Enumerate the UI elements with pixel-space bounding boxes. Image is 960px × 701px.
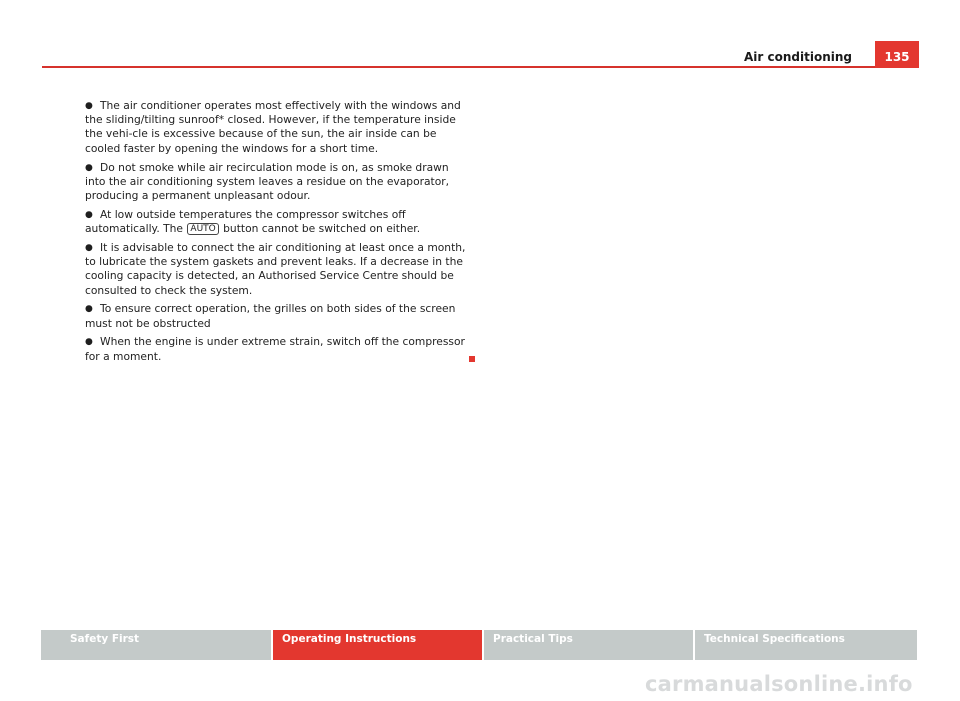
bullet-item <box>85 302 467 330</box>
header-rule <box>42 66 919 68</box>
section-end-marker <box>469 356 475 362</box>
page-number: 135 <box>875 41 919 68</box>
bullet-text: When the engine is under extreme strain, switch off the compressor for a moment. <box>85 335 465 363</box>
bullet-text-after: button cannot be switched on either. <box>219 222 421 235</box>
bullet-text: The air conditioner operates most effectively with the windows and the sliding/tilting sunroof* closed. However, if the temperature inside the vehi-cle is excessive because of the sun, the air inside can be cooled faster by opening the windows for a short time. <box>85 99 461 155</box>
bullet-icon: ● <box>85 337 93 348</box>
bullet-icon: ● <box>85 242 93 253</box>
bullet-item <box>85 208 467 236</box>
bullet-item <box>85 99 467 156</box>
footer-nav <box>41 630 919 660</box>
bullet-text: Do not smoke while air recirculation mode is on, as smoke drawn into the air conditioning system leaves a residue on the evaporator, producing a permanent unpleasant odour. <box>85 160 450 202</box>
bullet-text-before: At low outside temperatures the compressor switches off automatically. The <box>85 207 406 235</box>
watermark: carmanualsonline.info <box>645 672 913 696</box>
section-title: Air conditioning <box>744 50 852 64</box>
bullet-icon: ● <box>85 209 93 220</box>
footer-tab-operating-instructions[interactable]: Operating Instructions <box>273 630 482 660</box>
bullet-item <box>85 241 467 298</box>
bullet-item <box>85 161 467 204</box>
footer-tab-technical-specifications[interactable]: Technical Specifications <box>695 630 917 660</box>
footer-tab-practical-tips[interactable]: Practical Tips <box>484 630 693 660</box>
footer-tab-safety-first[interactable]: Safety First <box>41 630 271 660</box>
bullet-text: To ensure correct operation, the grilles on both sides of the screen must not be obstructed <box>85 302 456 330</box>
bullet-icon: ● <box>85 304 93 315</box>
bullet-icon: ● <box>85 162 93 173</box>
bullet-text: It is advisable to connect the air conditioning at least once a month, to lubricate the system gaskets and prevent leaks. If a decrease in the cooling capacity is detected, an Authorised Service Centre should be consulted to check the system. <box>85 240 466 297</box>
bullet-item <box>85 335 467 363</box>
auto-key-badge: AUTO <box>187 223 218 235</box>
bullet-icon: ● <box>85 101 93 111</box>
content-body <box>85 99 467 369</box>
